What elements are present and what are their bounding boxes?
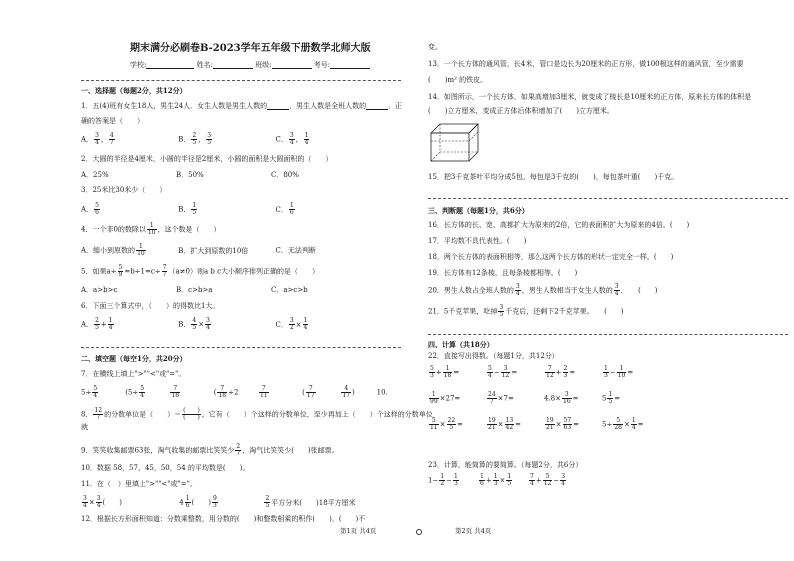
option-c[interactable]: C． $\frac{3}{4}$ ， $\frac{1}{4}$ [275,132,309,146]
field-class-input[interactable] [272,68,312,69]
question-1: 1．五(4)班有女生18人，男生24人．女生人数是男生人数的 ，男生人数是全班人数的 ．正 [81,102,403,110]
question-18: 18．两个长方体的表面积相等，那么这两个长方体的形状一定完全一样。( ) [428,253,674,261]
calc-item[interactable]: $\frac{19}{21}$ × $\frac{57}{63}$ = [546,417,580,431]
page-title: 期末满分必刷卷B-2023学年五年级下册数学北师大版 [130,43,371,54]
question-22: 22．直接写出得数。（每题1分，共12分） [428,352,559,360]
compare-item[interactable]: $\frac{7}{18}$ [171,385,180,399]
fraction: $\frac{1}{99}$ [430,391,438,405]
question-13: 13．一个长方体的通风管，长4米，管口是边长为20厘米的正方形，做100根这样的通风管，至少需要 [428,60,744,68]
calc-item[interactable]: $\frac{5}{4}$ − $\frac{3}{12}$ = [488,365,518,379]
field-name-input[interactable] [213,68,253,69]
question-2: 2．大圆的半径是4厘米，小圆的半径是2厘米，小圆的面积是大圆面积的（ ） [81,155,333,163]
field-class-label: 班级: [255,61,272,69]
option-a[interactable]: A． $\frac{3}{4}$ ， $\frac{4}{7}$ [81,132,114,146]
compare-item[interactable]: (5÷ $\frac{5}{4}$ [125,385,145,399]
fraction: $\frac{13}{42}$ [505,417,514,431]
question-23: 23．计算，能简算的要简算。（每题2分，共6分） [428,461,583,469]
calc-item[interactable]: $\frac{1}{99}$ ×27= [430,391,461,405]
question-4-options [81,244,316,257]
compare-item[interactable]: 4 $\frac{1}{6}$ ( ) $\frac{9}{3}$ [179,495,217,509]
compare-item[interactable]: 5÷ $\frac{5}{4}$ [81,385,98,399]
question-21: 21．5千克苹果，吃掉 $\frac{3}{5}$ 千克后，还剩下2千克苹果。 ( ) [428,304,624,318]
fraction: $\frac{5}{3}$ [430,365,434,379]
question-11: 11．在（ ）里填上">""<"或"="。 [81,480,197,488]
option-b[interactable]: B．c>b>a [176,286,213,294]
fraction: $\frac{1}{18}$ [443,365,452,379]
section-1-title: 一、选择题（每题2分，共12分） [81,86,187,95]
question-9: 9．笑笑收集邮票63张，淘气收集的邮票比笑笑少 $\frac{2}{7}$ ，淘气比笑笑少( )张邮票。 [81,443,339,457]
question-14-cont: ( )立方厘米，变成正方体后体积增加了( )立方厘米。 [428,107,614,115]
question-20: 20．男生人数占全班人数的 $\frac{3}{4}$ ，男生人数相当于女生人数的 $\frac{3}{4}$ ． ( ) [428,283,658,297]
question-2-options [81,172,299,179]
fraction: $\frac{3}{4}$ [561,473,566,487]
section-3-title: 三、判断题（每题1分，共6分） [428,206,529,215]
compare-item[interactable]: ( $\frac{7}{17}$ [302,385,315,399]
question-1-cont: 确的答案是（ ） [81,117,144,125]
option-b[interactable]: B． $\frac{4}{5}$ × $\frac{3}{4}$ [178,317,210,331]
calc-item[interactable]: $\frac{1}{3}$ − $\frac{1}{10}$ = [604,365,634,379]
option-b[interactable]: B． $\frac{1}{5}$ [178,202,197,216]
fraction: $\frac{1}{6}$ [480,473,484,487]
option-c[interactable]: C．80% [271,171,299,179]
fraction: $\frac{5}{11}$ [430,417,438,431]
section-4-title: 四、计算（共18分） [428,340,494,349]
compare-item[interactable]: $\frac{4}{17}$ ) [342,385,355,399]
calc-item[interactable]: $\frac{24}{7}$ ×7= [488,391,514,405]
fraction: $\frac{3}{12}$ [501,365,510,379]
fraction: $\frac{1}{3}$ [604,365,608,379]
question-4: 4．一个非0的数除以 $\frac{1}{10}$ ，这个数是（ ） [81,222,221,236]
option-c[interactable]: C． $\frac{1}{6}$ [275,202,294,216]
page-number: 第2页 共4页 [455,527,492,535]
question-16: 16．长方体的长、宽、高都扩大为原来的2倍，它的表面积扩大为原来的4倍。( ) [428,221,690,229]
option-a[interactable]: A．25% [81,171,109,179]
option-a[interactable]: A．a>b>c [81,286,118,294]
fraction: $\frac{19}{21}$ [488,417,496,431]
question-6: 6．下面三个算式中，（ ）的得数比1大。 [81,302,220,310]
question-5-options [81,287,308,294]
fraction: $\frac{1}{3}$ [454,473,458,487]
field-school-label: 学校: [130,61,147,69]
compare-item[interactable]: $\frac{3}{4}$ × $\frac{3}{4}$ ( ) [83,495,122,509]
compare-item[interactable]: $\frac{7}{11}$ [259,385,268,399]
calc-item[interactable]: 5÷ $\frac{5}{28}$ × $\frac{1}{4}$ = [602,417,644,431]
question-6-options [81,318,309,331]
fraction: $\frac{5}{12}$ [543,473,552,487]
fraction: $\frac{24}{7}$ [488,391,496,405]
fraction: $\frac{7}{4}$ [530,473,534,487]
question-12: 12．根据长方形面积知道：分数乘整数，用分数的( )和整数相乘的积作( )，( )不 [81,515,366,523]
option-b[interactable]: B． $\frac{2}{5}$ ， $\frac{3}{5}$ [178,132,212,146]
fraction: $\frac{1}{10}$ [617,365,626,379]
section-divider [81,80,401,81]
question-3: 3．25米比30米少（ ） [81,186,167,194]
info-fields [130,62,370,69]
question-7-items: 5÷ $\frac{5}{4}$ (5÷ $\frac{5}{4}$ $\frac{7}{18}$ ( $\frac{7}{18}$ ÷2 $\frac{7}{11}$ ( $\frac{7}{17}$ $\frac{4}{17}$ ) 10. [81,385,388,399]
calc-item[interactable]: 4.8× $\frac{3}{16}$ = [544,391,579,405]
question-17: 17．平均数不具代表性。( ) [428,237,527,245]
option-a[interactable]: A． $\frac{5}{6}$ [81,202,99,216]
fraction: $\frac{7}{12}$ [546,365,554,379]
fraction: $\frac{19}{21}$ [546,417,554,431]
page-number: 第1页 共4页 [340,527,377,535]
fraction: $\frac{5}{28}$ [614,417,622,431]
calc-item[interactable]: $\frac{5}{11}$ × $\frac{22}{5}$ = [430,417,464,431]
field-id-input[interactable] [330,68,370,69]
calc-item[interactable]: 5 $\frac{1}{5}$ = [602,391,621,405]
calc-item[interactable]: $\frac{5}{3}$ + $\frac{1}{18}$ = [430,365,460,379]
fraction: $\frac{57}{63}$ [563,417,572,431]
question-14: 14．如图所示，一个长方体，如果高增加3厘米，就变成了棱长是10厘米的正方体，原来长方体的体积是 [428,93,752,101]
fraction: $\frac{2}{3}$ [563,365,568,379]
fraction: $\frac{1}{3}$ [493,473,498,487]
question-15: 15．把3千克茶叶平均分成5包，每包是3千克的( )，每包茶叶重( )千克。 [428,173,679,181]
field-name-label: 姓名: [196,61,213,69]
compare-item[interactable]: ( $\frac{7}{18}$ ÷2 [213,385,239,399]
fraction: $\frac{3}{16}$ [563,391,571,405]
question-12-cont: 变。 [428,43,442,51]
cuboid-diagram [430,123,480,163]
option-c[interactable]: C． $\frac{3}{2}$ × $\frac{1}{4}$ [275,317,308,331]
calc-item[interactable]: $\frac{7}{12}$ + $\frac{2}{3}$ = [546,365,576,379]
fraction: $\frac{1}{2}$ [440,473,445,487]
question-8-cont: 就 [81,423,88,431]
option-b[interactable]: B．50% [176,171,204,179]
fraction: $\frac{5}{4}$ [488,365,492,379]
field-school-input[interactable] [146,68,194,69]
section-2-title: 二、填空题（每空1分，共20分） [81,354,187,363]
section-divider [81,347,401,348]
compare-item[interactable]: $\frac{2}{5}$ 平方分米( )18平方厘米 [265,495,356,509]
fraction: $\frac{1}{5}$ [507,473,512,487]
question-1-options [81,133,310,146]
right-page [410,0,794,561]
section-divider [428,198,788,199]
question-8: 8． $\frac{12}{7}$ 的分数单位是（ ）＝ ( ) ( ) ，它有（ ）个这样的分数单位，至少再加上（ ）个这样的分数单位 [81,407,433,421]
question-19: 19．长方体有12条棱，且每条棱都相等。( ) [428,269,578,277]
option-b[interactable]: B．扩大到原数的10倍 [178,246,249,255]
calc-item[interactable]: $\frac{7}{4}$ + $\frac{5}{12}$ − $\frac{3}{4}$ [530,473,566,487]
calc-item[interactable]: 1− $\frac{1}{2}$ − $\frac{1}{3}$ [428,473,458,487]
question-3-options [81,203,296,216]
question-10: 10．数据 58，57，45，50，54 的平均数是( )。 [81,464,250,472]
option-a[interactable]: A．缩小到原数的 $\frac{1}{10}$ [81,243,145,257]
question-5: 5．如果a÷ $\frac{5}{9}$ =b÷1=c÷ $\frac{7}{7}$ （a≠0）则a b c大小顺序排列正确的是（ ） [81,264,320,278]
question-7: 7．在横线上填上">""<"或"="。 [81,370,186,378]
field-id-label: 考号: [313,61,331,69]
question-11-items [81,496,356,509]
option-c[interactable]: C．无法判断 [275,246,316,255]
fraction: $\frac{1}{4}$ [631,417,636,431]
fraction: $\frac{22}{5}$ [447,417,456,431]
calc-item[interactable]: $\frac{19}{21}$ × $\frac{13}{42}$ = [488,417,522,431]
fraction: $\frac{1}{5}$ [608,391,613,405]
section-divider [428,334,788,335]
calc-item[interactable]: $\frac{1}{6}$ + $\frac{1}{3}$ × $\frac{1}{5}$ [480,473,512,487]
option-c[interactable]: C．a>c>b [271,286,308,294]
question-13-cont: ( )m² 的铁皮。 [428,76,488,84]
option-a[interactable]: A． $\frac{2}{5}$ + $\frac{1}{4}$ [81,317,113,331]
